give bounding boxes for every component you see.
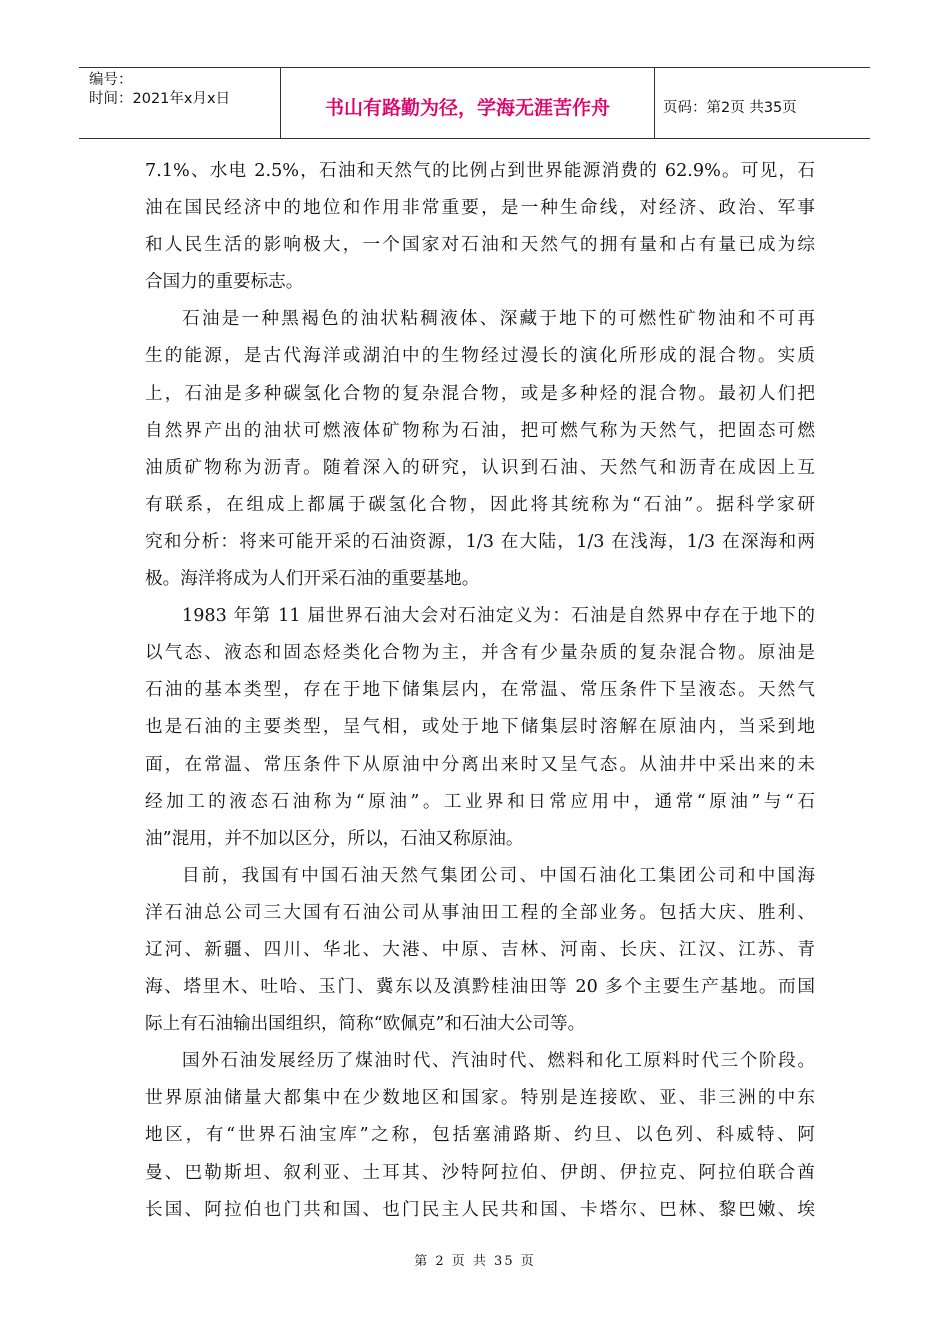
text-line: 面，在常温、常压条件下从原油中分离出来时又呈气态。从油井中采出来的未 [145,754,815,775]
text-line: 上，石油是多种碳氢化合物的复杂混合物，或是多种烃的混合物。最初人们把 [145,383,815,404]
text-line: 石油的基本类型，存在于地下储集层内，在常温、常压条件下呈液态。天然气 [145,680,815,701]
text-line: 以气态、液态和固态烃类化合物为主，并含有少量杂质的复杂混合物。原油是 [145,643,815,664]
text-line: 7.1%、水电 2.5%，石油和天然气的比例占到世界能源消费的 62.9%。可见，石 [145,161,815,181]
text-line: 油在国民经济中的地位和作用非常重要，是一种生命线，对经济、政治、军事 [145,198,815,219]
text-line: 长国、阿拉伯也门共和国、也门民主人民共和国、卡塔尔、巴林、黎巴嫩、埃 [145,1199,815,1220]
text-line: 究和分析：将来可能开采的石油资源，1/3 在大陆，1/3 在浅海，1/3 在深海和两 [145,531,815,552]
text-line: 世界原油储量大都集中在少数地区和国家。特别是连接欧、亚、非三洲的中东 [145,1088,815,1109]
text-line: 曼、巴勒斯坦、叙利亚、土耳其、沙特阿拉伯、伊朗、伊拉克、阿拉伯联合酋 [145,1162,815,1183]
document-number-label: 编号： [89,72,133,88]
text-line: 极。海洋将成为人们开采石油的重要基地。 [145,569,480,590]
text-line: 也是石油的主要类型，呈气相，或处于地下储集层时溶解在原油内，当采到地 [145,717,815,738]
header-page-info: 页码：第2页 共35页 [663,99,797,116]
text-line: 经加工的液态石油称为“原油”。工业界和日常应用中，通常“原油”与“石 [145,791,815,812]
text-line: 油”混用，并不加以区分，所以，石油又称原油。 [145,828,524,849]
document-body [145,153,815,1229]
paragraph-first-line: 石油是一种黑褐色的油状粘稠液体、深藏于地下的可燃性矿物油和不可再 [182,309,815,330]
header-motto: 书山有路勤为径，学海无涯苦作舟 [281,68,655,138]
header-meta [79,68,281,138]
page-footer: 第 2 页 共 35 页 [414,1254,536,1269]
paragraph-first-line: 目前，我国有中国石油天然气集团公司、中国石油化工集团公司和中国海 [182,865,815,886]
text-line: 合国力的重要标志。 [145,272,304,293]
document-date: 时间：2021年x月x日 [89,91,231,107]
text-line: 油质矿物称为沥青。随着深入的研究，认识到石油、天然气和沥青在成因上互 [145,457,815,478]
text-line: 洋石油总公司三大国有石油公司从事油田工程的全部业务。包括大庆、胜利、 [145,902,815,923]
text-line: 生的能源，是古代海洋或湖泊中的生物经过漫长的演化所形成的混合物。实质 [145,346,815,367]
text-line: 有联系，在组成上都属于碳氢化合物，因此将其统称为“石油”。据科学家研 [145,494,815,515]
paragraph-first-line: 国外石油发展经历了煤油时代、汽油时代、燃料和化工原料时代三个阶段。 [182,1051,815,1072]
text-line: 和人民生活的影响极大，一个国家对石油和天然气的拥有量和占有量已成为综 [145,235,815,256]
text-line: 辽河、新疆、四川、华北、大港、中原、吉林、河南、长庆、江汉、江苏、青 [145,939,815,960]
text-line: 际上有石油输出国组织，简称“欧佩克”和石油大公司等。 [145,1014,586,1035]
text-line: 地区，有“世界石油宝库”之称，包括塞浦路斯、约旦、以色列、科威特、阿 [145,1125,815,1146]
paragraph-first-line: 1983 年第 11 届世界石油大会对石油定义为：石油是自然界中存在于地下的 [182,606,815,627]
text-line: 自然界产出的油状可燃液体矿物称为石油，把可燃气称为天然气，把固态可燃 [145,420,815,441]
page-header [79,67,870,139]
text-line: 海、塔里木、吐哈、玉门、冀东以及滇黔桂油田等 20 多个主要生产基地。而国 [145,977,815,998]
